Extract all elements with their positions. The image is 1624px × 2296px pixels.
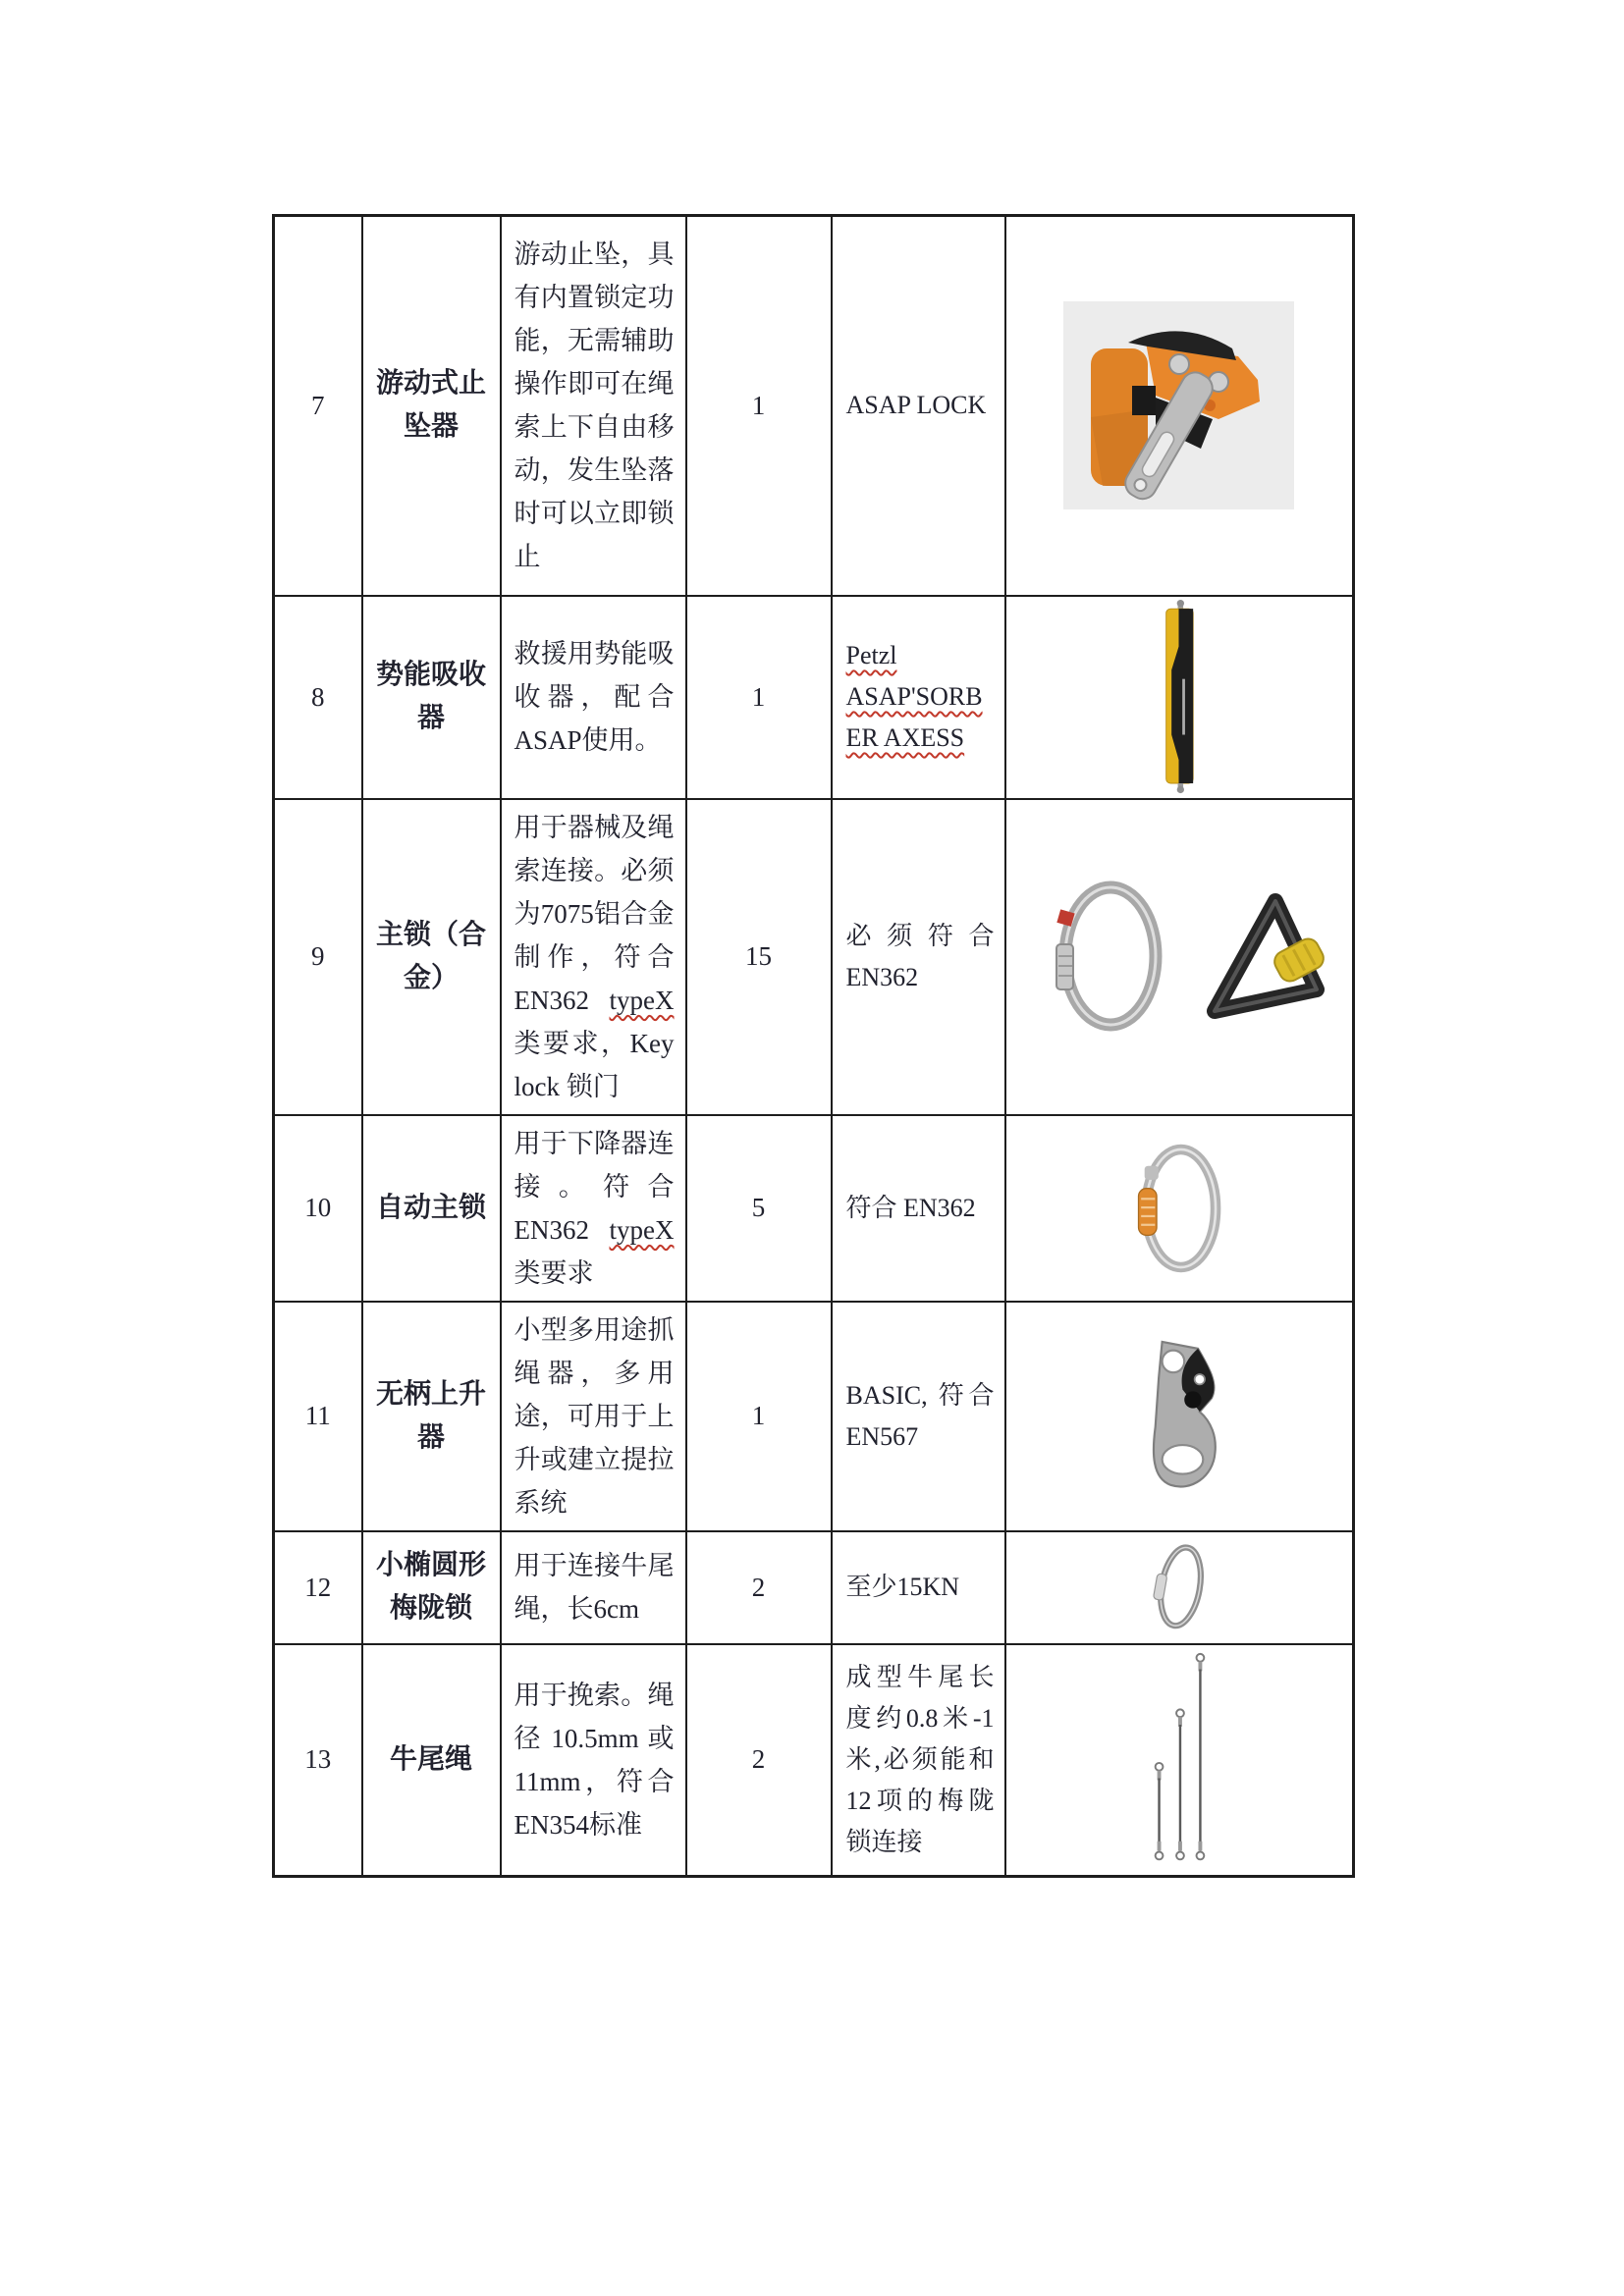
item-name-cell: 小椭圆形梅陇锁 [362,1531,501,1644]
item-number-cell: 8 [274,596,362,799]
description-text: 类要求 [514,1257,594,1288]
misspelled-word: typeX [609,985,675,1015]
spec-text: BASIC, 符合EN567 [845,1380,995,1451]
item-description-cell [501,596,686,799]
item-number-cell: 7 [274,216,362,596]
item-description-cell [501,216,686,596]
item-photo-cell [1005,799,1354,1115]
item-quantity-cell: 1 [686,1302,832,1531]
auto-locking-oval-carabiner-photo [1127,1135,1231,1282]
item-photo-cell [1005,1644,1354,1877]
description-text: 类要求，Key lock 锁门 [514,1028,675,1101]
item-photo-cell [1005,1115,1354,1302]
spec-text: 符合 EN362 [845,1193,976,1222]
spec-text: ASAP LOCK [845,391,987,420]
item-name-cell: 主锁（合金） [362,799,501,1115]
description-text: 用于下降器连接。符合EN362 [514,1128,675,1245]
table-row [274,1644,1354,1877]
item-spec-cell [832,216,1005,596]
spec-text: 成型牛尾长度约0.8米-1米,必须能和12项的梅陇锁连接 [845,1662,995,1856]
table-row [274,1302,1354,1531]
basic-handleless-rope-clamp-photo [1119,1335,1239,1497]
item-spec-cell [832,596,1005,799]
item-number-cell: 10 [274,1115,362,1302]
spec-text: 至少15KN [845,1573,960,1601]
item-name-cell: 势能吸收器 [362,596,501,799]
petzl-asap-lock-photo [1063,301,1294,509]
oval-and-triangular-locking-carabiners-photo [1032,866,1326,1047]
description-text: 用于器械及绳索连接。必须为7075铝合金制作，符合EN362 [514,812,675,1015]
item-photo-cell [1005,1531,1354,1644]
description-text: 游动止坠，具有内置锁定功能，无需辅助操作即可在绳索上下自由移动，发生坠落时可以立即锁止 [514,240,675,572]
small-oval-maillon-quick-link-photo [1149,1536,1210,1639]
misspelled-word: Petzl ASAP'SORBER AXESS [845,641,983,752]
item-number-cell: 13 [274,1644,362,1877]
description-text: 小型多用途抓绳器，多用途，可用于上升或建立提拉系统 [514,1314,675,1518]
misspelled-word: typeX [609,1214,675,1245]
item-quantity-cell: 2 [686,1531,832,1644]
table-row [274,596,1354,799]
equipment-table-container [272,214,1352,1878]
item-description-cell [501,1302,686,1531]
item-description-cell [501,1531,686,1644]
item-name-cell: 游动式止坠器 [362,216,501,596]
item-quantity-cell: 1 [686,596,832,799]
item-name-cell: 无柄上升器 [362,1302,501,1531]
description-text: 救援用势能吸收器，配合ASAP使用。 [514,639,675,755]
item-number-cell: 11 [274,1302,362,1531]
item-photo-cell [1005,596,1354,799]
item-spec-cell [832,1644,1005,1877]
table-row [274,1115,1354,1302]
item-description-cell [501,1115,686,1302]
three-cow-tail-lanyards-photo [1145,1650,1214,1870]
item-quantity-cell: 15 [686,799,832,1115]
item-spec-cell [832,1531,1005,1644]
spec-text: 必须符合 EN362 [845,921,995,991]
item-number-cell: 9 [274,799,362,1115]
item-spec-cell [832,1115,1005,1302]
item-spec-cell [832,799,1005,1115]
item-quantity-cell: 1 [686,216,832,596]
item-quantity-cell: 5 [686,1115,832,1302]
table-row [274,799,1354,1115]
description-text: 用于连接牛尾绳，长6cm [514,1551,675,1624]
item-description-cell [501,1644,686,1877]
item-quantity-cell: 2 [686,1644,832,1877]
item-spec-cell [832,1302,1005,1531]
item-photo-cell [1005,1302,1354,1531]
table-row [274,1531,1354,1644]
asap-sorber-energy-absorber-photo [1152,600,1206,794]
description-text: 用于挽索。绳径 10.5mm 或 11mm，符合EN354标准 [514,1680,675,1840]
item-number-cell: 12 [274,1531,362,1644]
item-description-cell [501,799,686,1115]
item-name-cell: 牛尾绳 [362,1644,501,1877]
table-row [274,216,1354,596]
item-name-cell: 自动主锁 [362,1115,501,1302]
equipment-table [272,214,1355,1878]
item-photo-cell [1005,216,1354,596]
